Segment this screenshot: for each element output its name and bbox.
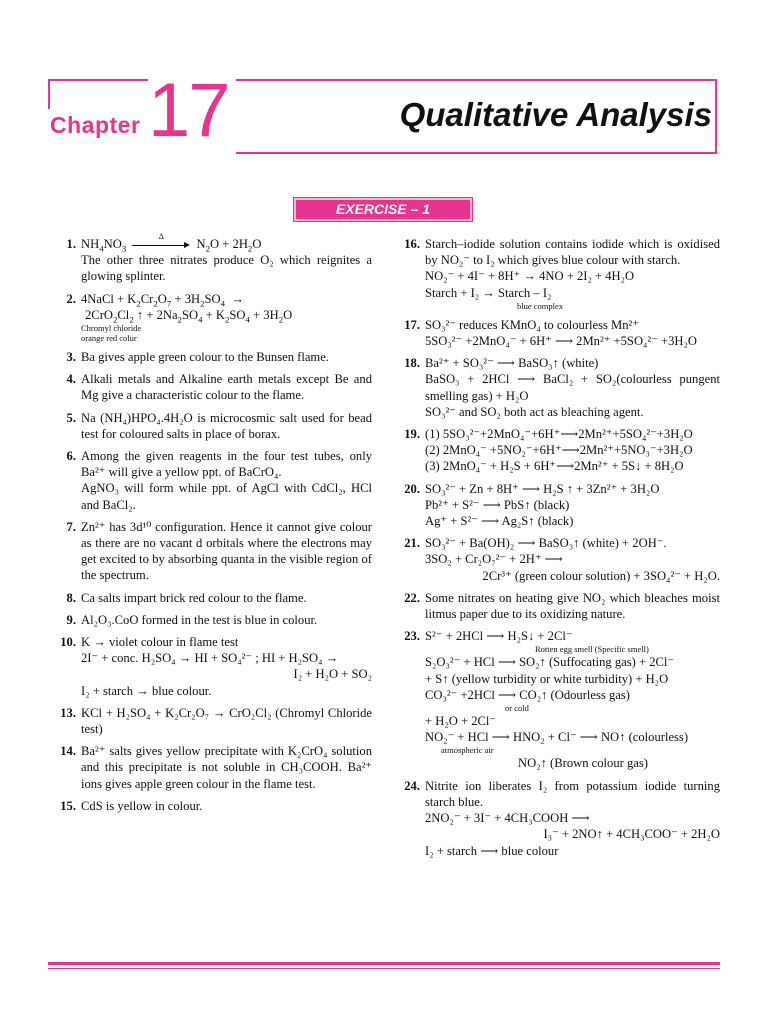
equation: I₃⁻ + 2NO↑ + 4CH₃COO⁻ + 2H₂O: [543, 827, 720, 842]
header-rule-top: [48, 79, 148, 81]
answer-text: The other three nitrates produce O₂ which reignites a glowing splinter.: [81, 253, 372, 284]
equation: + H₂O + 2Cl⁻: [425, 714, 497, 729]
answer-20: [398, 481, 720, 530]
chapter-number: 17: [148, 68, 229, 153]
answer-22: [398, 590, 720, 622]
answer-16: [398, 236, 720, 311]
equation: Ag⁺ + S²⁻ ⟶ Ag₂S↑ (black): [425, 514, 574, 529]
answer-10: [54, 634, 372, 699]
right-column: [398, 236, 720, 865]
equation: 5SO₃²⁻ +2MnO₄⁻ + 6H⁺ ⟶ 2Mn²⁺ +5SO₄²⁻ +3H₂O: [425, 334, 697, 349]
equation: 2Cr³⁺ (green colour solution) + 3SO₄²⁻ + H₂O.: [482, 568, 720, 583]
answer-19: [398, 426, 720, 475]
equation: (1) 5SO₃²⁻+2MnO₄⁻+6H⁺⟶2Mn²⁺+5SO₄²⁻+3H₂O: [425, 427, 693, 442]
answer-number: 9.: [66, 612, 76, 627]
equation: 4NaCl + $K_2Cr_2O_7 + 3H_2SO_4$ →: [81, 291, 244, 309]
answer-number: 17.: [404, 317, 420, 332]
equation: (2) 2MnO₄⁻ +5NO₂⁻+6H⁺⟶2Mn²⁺+5NO₃⁻+3H₂O: [425, 443, 693, 458]
answer-number: 8.: [66, 590, 76, 605]
answer-text: Alkali metals and Alkaline earth metals except Be and Mg give a characteristic colour to the flame.: [81, 372, 372, 403]
equation: $2CrO_2Cl_2$ ↑ + $2Na_2SO_4 + K_2SO_4 + 3H_2O$: [85, 307, 293, 325]
equation: NO₂↑ (Brown colour gas): [518, 756, 648, 771]
answer-text: KCl + H₂SO₄ + K₂Cr₂O₇ → CrO₂Cl₂ (Chromyl Chloride test): [81, 705, 372, 737]
answer-15: [54, 798, 372, 814]
answer-text: K → violet colour in flame test: [81, 635, 239, 650]
equation: SO₃²⁻ + Ba(OH)₂ ⟶ BaSO₃↑ (white) + 2OH⁻.: [425, 536, 667, 551]
answer-text: Some nitrates on heating give NO₂ which bleaches moist litmus paper due to its oxidizing nature.: [425, 590, 720, 622]
answer-7: [54, 519, 372, 584]
answer-24: [398, 778, 720, 859]
answer-number: 20.: [404, 481, 420, 496]
answer-9: [54, 612, 372, 628]
answer-number: 1.: [66, 237, 76, 251]
answer-number: 23.: [404, 629, 420, 644]
answer-text: AgNO₃ will form while ppt. of AgCl with CdCl₂, HCl and BaCl₂.: [81, 481, 372, 512]
equation: Starch + I₂ → Starch – I₂: [425, 285, 552, 300]
equation: CO₃²⁻ +2HCl ⟶ CO₂↑ (Odourless gas): [425, 687, 630, 702]
answer-17: [398, 317, 720, 349]
answer-text: Starch–iodide solution contains iodide which is oxidised by NO₂⁻ to I₂ which gives blue colour with starch.: [425, 237, 720, 268]
equation: I₂ + starch → blue colour.: [81, 683, 212, 698]
equation: $NH_4NO_3$ Δ $N_2O + 2H_2O$: [81, 232, 262, 254]
answer-text: Among the given reagents in the four test tubes, only Ba²⁺ will give a yellow ppt. of BaCrO₄.: [81, 449, 372, 480]
answer-number: 7.: [66, 519, 76, 534]
answer-8: [54, 590, 372, 606]
header-rule-left: [48, 79, 50, 109]
answer-number: 5.: [66, 410, 76, 425]
equation: NO₂⁻ + 4I⁻ + 8H⁺ → 4NO + 2I₂ + 4H₂O: [425, 269, 635, 284]
answer-text: Ba²⁺ salts gives yellow precipitate with K₂CrO₄ solution and this precipitate is not soluble in CH₃COOH. Ba²⁺ ions gives apple green colour in the flame test.: [81, 744, 372, 791]
answer-text: CdS is yellow in colour.: [81, 798, 203, 813]
answer-text: Zn²⁺ has 3d¹⁰ configuration. Hence it cannot give colour as there are no vacant d orbitals where the electrons may get excited to by absorbing quanta in the visible region of the spectrum.: [81, 519, 372, 583]
answer-6: [54, 448, 372, 513]
reaction-arrow: Δ: [132, 240, 190, 250]
answer-5: [54, 410, 372, 442]
answer-2: [54, 291, 372, 343]
answer-text: Nitrite ion liberates I₂ from potassium iodide turning starch blue.: [425, 778, 720, 809]
answer-text: SO₃²⁻ reduces KMnO₄ to colourless Mn²⁺: [425, 317, 639, 332]
answer-13: [54, 705, 372, 737]
answer-14: [54, 743, 372, 792]
page-title: Qualitative Analysis: [399, 96, 712, 133]
answer-text: Na (NH₄)HPO₄.4H₂O is microcosmic salt used for bead test for coloured salts in place of borax.: [81, 410, 372, 441]
footer-rule-thick: [48, 962, 720, 965]
answer-text: Ca salts impart brick red colour to the flame.: [81, 590, 307, 605]
equation: I₂ + starch ⟶ blue colour: [425, 843, 559, 858]
answer-number: 10.: [60, 635, 76, 650]
answer-number: 14.: [60, 744, 76, 759]
equation: Pb²⁺ + S²⁻ ⟶ PbS↑ (black): [425, 497, 570, 512]
equation: BaSO₃ + 2HCl ⟶ BaCl₂ + SO₂(colourless pungent smelling gas) + H₂O: [425, 372, 720, 403]
answer-number: 21.: [404, 536, 420, 551]
answer-number: 22.: [404, 590, 420, 605]
equation: 2NO₂⁻ + 3I⁻ + 4CH₃COOH ⟶: [425, 811, 590, 826]
answer-text: Al₂O₃.CoO formed in the test is blue in colour.: [81, 612, 318, 627]
equation: Ba²⁺ + SO₃²⁻ ⟶ BaSO₃↑ (white): [425, 356, 599, 371]
answer-3: [54, 349, 372, 365]
chapter-label: Chapter: [50, 112, 141, 138]
answer-number: 4.: [66, 372, 76, 387]
answer-number: 18.: [404, 356, 420, 371]
equation: I₂ + H₂O + SO₂: [293, 667, 372, 682]
left-column: [54, 232, 372, 820]
answer-number: 24.: [404, 778, 420, 793]
exercise-banner: EXERCISE – 1: [294, 198, 472, 221]
equation: S₂O₃²⁻ + HCl ⟶ SO₂↑ (Suffocating gas) + 2Cl⁻: [425, 655, 675, 670]
equation: 3SO₂ + Cr₂O₇²⁻ + 2H⁺ ⟶: [425, 552, 563, 567]
equation: 2I⁻ + conc. H₂SO₄ → HI + SO₄²⁻ ; HI + H₂SO₄ →: [81, 651, 339, 666]
equation: S²⁻ + 2HCl ⟶ H₂S↓ + 2Cl⁻: [425, 629, 573, 644]
equation: SO₃²⁻ + Zn + 8H⁺ ⟶ H₂S ↑ + 3Zn²⁺ + 3H₂O: [425, 481, 660, 496]
answer-number: 3.: [66, 350, 76, 365]
answer-text: SO₃²⁻ and SO₂ both act as bleaching agent.: [425, 404, 644, 419]
footer-rule-thin: [48, 968, 720, 969]
answer-number: 13.: [60, 705, 76, 720]
annotation: orange red colur: [81, 333, 137, 344]
answer-4: [54, 371, 372, 403]
answer-number: 16.: [404, 237, 420, 251]
answer-23: [398, 628, 720, 771]
answer-number: 15.: [60, 798, 76, 813]
answer-21: [398, 535, 720, 584]
answer-number: 6.: [66, 449, 76, 464]
annotation: atmospheric air: [441, 745, 494, 756]
annotation: Chromyl chloride: [81, 323, 142, 334]
equation: NO₂⁻ + HCl ⟶ HNO₂ + Cl⁻ ⟶ NO↑ (colourless): [425, 730, 689, 745]
equation: (3) 2MnO₄⁻ + H₂S + 6H⁺⟶2Mn²⁺ + 5S↓ + 8H₂O: [425, 459, 684, 474]
equation: + S↑ (yellow turbidity or white turbidity) + H₂O: [425, 671, 669, 686]
answer-18: [398, 355, 720, 420]
answer-1: [54, 232, 372, 285]
annotation: Rotten egg smell (Specific smell): [535, 644, 649, 655]
annotation: or cold: [505, 703, 529, 714]
answer-text: Ba gives apple green colour to the Bunsen flame.: [81, 350, 329, 365]
annotation: blue complex: [517, 300, 564, 311]
answer-number: 2.: [66, 291, 76, 306]
answer-number: 19.: [404, 427, 420, 442]
